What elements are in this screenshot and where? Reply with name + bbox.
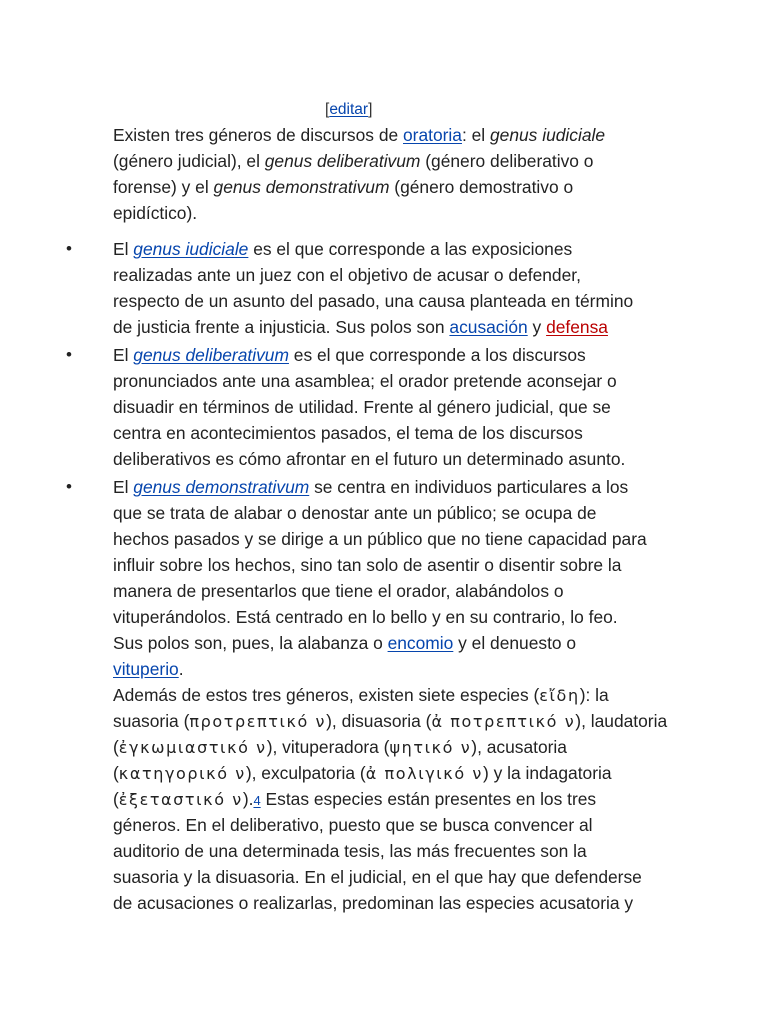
text: de justicia frente a injusticia. Sus polos son — [113, 317, 450, 337]
text: y — [527, 317, 547, 337]
encomio-link[interactable]: encomio — [387, 633, 454, 653]
text: es el que corresponde a los discursos — [288, 345, 586, 365]
italic-term: genus iudiciale — [490, 125, 606, 145]
greek-term: ἐγκωμιαστικό ν — [118, 738, 267, 757]
genus-deliberativum-link[interactable]: genus deliberativum — [133, 345, 289, 365]
text: epidíctico). — [113, 203, 198, 223]
defensa-redlink[interactable]: defensa — [546, 317, 608, 337]
edit-bracket-close: ] — [368, 101, 373, 118]
text: suasoria y la disuasoria. En el judicial, en el que hay que defenderse — [113, 867, 642, 887]
text: ( — [113, 737, 119, 757]
edit-section — [325, 98, 372, 122]
text: ), acusatoria — [471, 737, 567, 757]
oratoria-link[interactable]: oratoria — [403, 125, 462, 145]
text: ): la — [579, 685, 609, 705]
text: deliberativos es cómo afrontar en el futuro un determinado asunto. — [113, 449, 626, 469]
italic-term: genus demonstrativum — [213, 177, 390, 197]
greek-term: κατηγορικό ν — [118, 764, 246, 783]
text: (género deliberativo o — [420, 151, 594, 171]
text: Estas especies están presentes en los tres — [260, 789, 597, 809]
reference-number: 4 — [253, 793, 261, 808]
edit-link[interactable]: editar — [329, 101, 369, 118]
bullet-deliberativum — [113, 342, 658, 472]
species-paragraph — [113, 682, 668, 916]
text: (género judicial), el — [113, 151, 265, 171]
text: ). — [242, 789, 254, 809]
text: géneros. En el deliberativo, puesto que se busca convencer al — [113, 815, 593, 835]
greek-term: ἀ πολιγικό ν — [365, 764, 483, 783]
greek-term: εἴδη — [539, 686, 580, 705]
text: ) y la indagatoria — [482, 763, 612, 783]
bullet-iudiciale — [113, 236, 658, 340]
text: de acusaciones o realizarlas, predominan las especies acusatoria y — [113, 893, 634, 913]
text: El — [113, 239, 134, 259]
text: disuadir en términos de utilidad. Frente al género judicial, que se — [113, 397, 611, 417]
text: pronunciados ante una asamblea; el orador pretende aconsejar o — [113, 371, 617, 391]
text: se centra en individuos particulares a los — [309, 477, 629, 497]
text: . — [178, 659, 184, 679]
text: suasoria ( — [113, 711, 190, 731]
text: forense) y el — [113, 177, 214, 197]
text: : el — [461, 125, 490, 145]
text: Sus polos son, pues, la alabanza o — [113, 633, 388, 653]
text: Existen tres géneros de discursos de — [113, 125, 403, 145]
greek-term: προτρεπτικό ν — [189, 712, 327, 731]
text: vituperándolos. Está centrado en lo bello y en su contrario, lo feo. — [113, 607, 618, 627]
text: (género demostrativo o — [389, 177, 574, 197]
text: influir sobre los hechos, sino tan solo de asentir o disentir sobre la — [113, 555, 622, 575]
greek-term: ἀ ποτρεπτικό ν — [431, 712, 576, 731]
text: El — [113, 345, 134, 365]
greek-term: ἐξεταστικό ν — [118, 790, 243, 809]
text: y el denuesto o — [453, 633, 577, 653]
genus-demonstrativum-link[interactable]: genus demonstrativum — [133, 477, 310, 497]
bullet-marker: • — [66, 477, 72, 496]
bullet-marker: • — [66, 239, 72, 258]
text: que se trata de alabar o denostar ante un público; se ocupa de — [113, 503, 597, 523]
acusacion-link[interactable]: acusación — [449, 317, 528, 337]
text: ), laudatoria — [575, 711, 668, 731]
greek-term: ψητικό ν — [389, 738, 472, 757]
text: Además de estos tres géneros, existen siete especies ( — [113, 685, 540, 705]
text: ), vituperadora ( — [266, 737, 390, 757]
text: ), exculpatoria ( — [245, 763, 366, 783]
text: ( — [113, 789, 119, 809]
genus-iudiciale-link[interactable]: genus iudiciale — [133, 239, 249, 259]
text: realizadas ante un juez con el objetivo de acusar o defender, — [113, 265, 581, 285]
bullet-marker: • — [66, 345, 72, 364]
text: ( — [113, 763, 119, 783]
text: es el que corresponde a las exposiciones — [248, 239, 573, 259]
text: El — [113, 477, 134, 497]
reference-4-link[interactable] — [253, 789, 260, 809]
bullet-demonstrativum — [113, 474, 658, 682]
text: hechos pasados y se dirige a un público que no tiene capacidad para — [113, 529, 647, 549]
intro-paragraph — [113, 122, 658, 226]
edit-bracket-open: [ — [325, 101, 330, 118]
text: centra en acontecimientos pasados, el tema de los discursos — [113, 423, 583, 443]
italic-term: genus deliberativum — [264, 151, 421, 171]
text: respecto de un asunto del pasado, una causa planteada en término — [113, 291, 634, 311]
text: auditorio de una determinada tesis, las más frecuentes son la — [113, 841, 587, 861]
text: ), disuasoria ( — [326, 711, 432, 731]
vituperio-link[interactable]: vituperio — [113, 659, 179, 679]
text: manera de presentarlos que tiene el orador, alabándolos o — [113, 581, 564, 601]
